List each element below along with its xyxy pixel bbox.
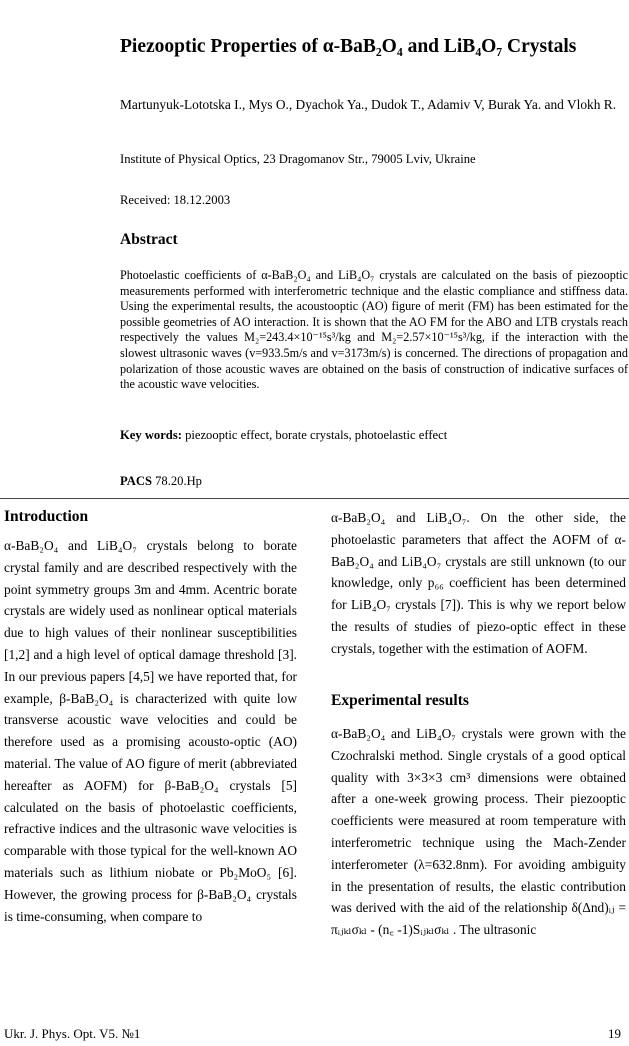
journal-footer: Ukr. J. Phys. Opt. V5. №1 xyxy=(4,1026,141,1041)
experimental-text: α-BaB₂O₄ and LiB₄O₇ crystals were grown with the Czochralski method. Single crystals of a good optical quality with 3×3×3 cm³ dimensions were obtained after a one-week growing process. Their piezooptic coefficients were measured at room temperature with interferometric technique using the Mach-Zender interferometer (λ=632.8nm). For avoiding ambiguity in the presentation of results, the elastic contribution was derived with the aid of the relationship δ(Δnd)ᵢⱼ = πᵢⱼₖₗσₖₗ - (n꜀ -1)Sᵢⱼₖₗσₖₗ . The ultrasonic xyxy=(331,726,626,938)
introduction-right-column: α-BaB₂O₄ and LiB₄O₇. On the other side, the photoelastic parameters that affect the AOFM of α-BaB₂O₄ and LiB₄O₇ crystals are still unknown (to our knowledge, only p₆₆ coefficient has been determined for LiB₄O₇ crystals [7]). This is why we report below the results of studies of piezo-optic effect in these crystals, together with the estimation of AOFM. xyxy=(331,510,626,656)
introduction-left-column: α-BaB₂O₄ and LiB₄O₇ crystals belong to borate crystal family and are described respectively with the point symmetry groups 3m and 4mm. Acentric borate crystals are widely used as nonlinear optical materials due to high values of their nonlinear susceptibilities [1,2] and a high level of optical damage threshold [3]. In our previous papers [4,5] we have reported that, for example, β-BaB₂O₄ is characterized with quite low transverse acoustic wave velocities and could be therefore used as a promising acousto-optic (AO) material. The value of AO figure of merit (abbreviated hereafter as AOFM) for β-BaB₂O₄ crystals [5] calculated on the basis of photoelastic coefficients, refractive indices and the ultrasonic wave velocities is comparable with those typical for the well-known AO materials such as lithium niobate or Pb₂MoO₅ [6]. However, the growing process for β-BaB₂O₄ crystals is time-consuming, when compare to xyxy=(4,538,297,924)
pacs-text: 78.20.Hp xyxy=(151,474,202,488)
author-list: Martunyuk-Lototska I., Mys O., Dyachok Ya., Dudok T., Adamiv V, Burak Ya. and Vlokh R. xyxy=(120,97,617,112)
pacs-label: PACS xyxy=(120,474,152,488)
affiliation: Institute of Physical Optics, 23 Dragomanov Str., 79005 Lviv, Ukraine xyxy=(120,152,476,166)
introduction-heading: Introduction xyxy=(4,508,89,525)
keywords-label: Key words: xyxy=(120,428,182,442)
section-divider xyxy=(0,498,629,499)
experimental-heading: Experimental results xyxy=(331,692,469,709)
pacs xyxy=(120,474,202,489)
keywords-text: piezooptic effect, borate crystals, photoelastic effect xyxy=(181,428,448,442)
abstract-text: Photoelastic coefficients of α-BaB₂O₄ and LiB₄O₇ crystals are calculated on the basis of piezooptic measurements performed with interferometric technique and the elastic compliance and stiffness data. Using the experimental results, the acoustooptic (AO) figure of merit (FM) has been estimated for the possible geometries of AO interaction. It is shown that the AO FM for the ABO and LTB crystals reach respectively the values M₂=243.4×10⁻¹⁵s³/kg and M₂=2.57×10⁻¹⁵s³/kg, if the interaction with the slowest ultrasonic waves (v=933.5m/s and v=3173m/s) is concerned. The directions of propagation and polarization of those acoustic waves are obtained on the basis of construction of indicative surfaces of the acoustic wave velocities. xyxy=(120,268,628,392)
abstract-heading: Abstract xyxy=(120,231,178,248)
page-number: 19 xyxy=(608,1026,621,1041)
received-date: Received: 18.12.2003 xyxy=(120,193,231,207)
paper-title: Piezooptic Properties of α-BaB₂O₄ and LiB₄O₇ Crystals xyxy=(120,36,577,57)
keywords xyxy=(120,428,447,443)
